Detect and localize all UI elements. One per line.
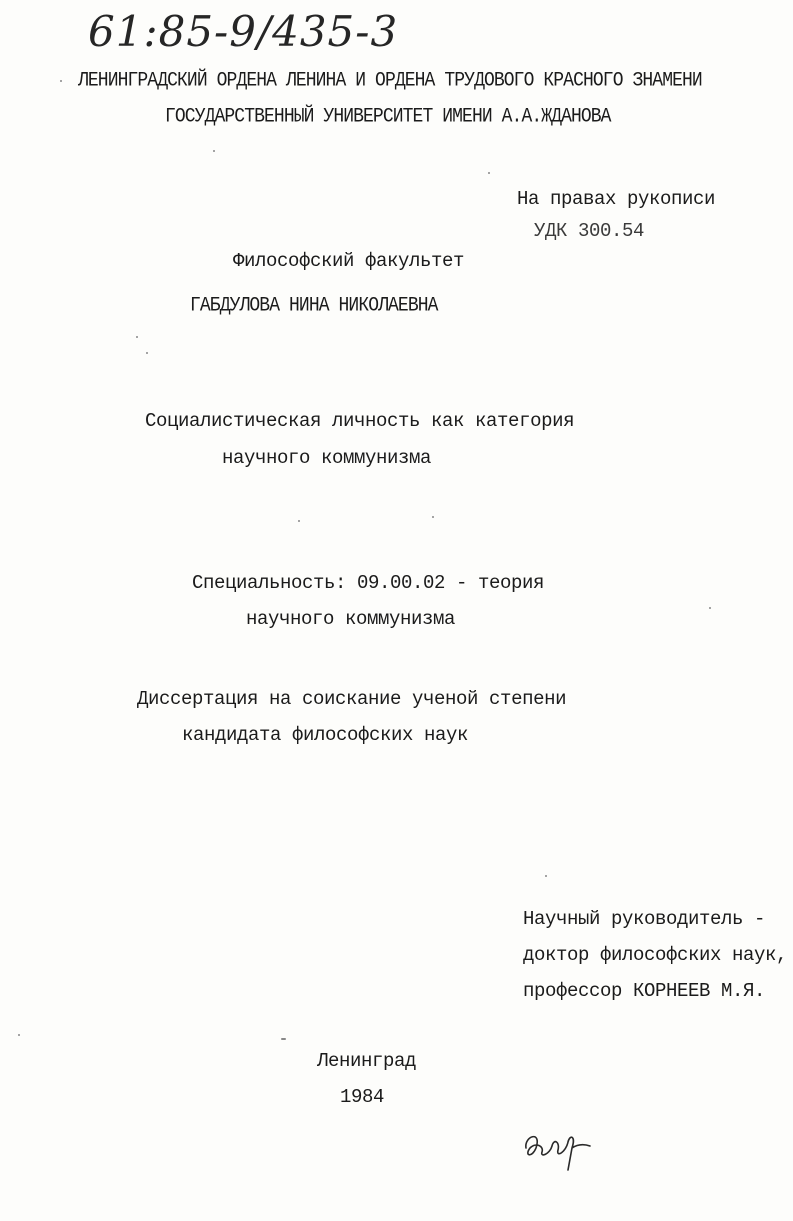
supervisor-line-1: Научный руководитель - [523, 908, 766, 930]
scan-speck [709, 607, 711, 609]
scan-speck [545, 875, 547, 877]
scan-speck [281, 1038, 286, 1040]
specialty-line-1: Специальность: 09.00.02 - теория [192, 572, 545, 594]
udc-code: УДК 300.54 [534, 220, 645, 242]
thesis-title-line-2: научного коммунизма [222, 447, 432, 469]
handwritten-archive-number: 61:85-9/435-3 [88, 7, 399, 56]
dissertation-line-1: Диссертация на соискание ученой степени [137, 688, 567, 710]
handwritten-signature [520, 1118, 600, 1178]
city: Ленинград [317, 1050, 417, 1072]
scan-speck [136, 336, 138, 338]
faculty: Философский факультет [233, 250, 465, 272]
scan-speck [60, 80, 62, 82]
scan-speck [298, 520, 300, 522]
thesis-title-line-1: Социалистическая личность как категория [145, 410, 575, 432]
supervisor-line-2: доктор философских наук, [523, 944, 788, 966]
institution-line-1: ЛЕНИНГРАДСКИЙ ОРДЕНА ЛЕНИНА И ОРДЕНА ТРУДОВОГО КРАСНОГО ЗНАМЕНИ [78, 69, 702, 93]
year: 1984 [340, 1086, 385, 1108]
dissertation-line-2: кандидата философских наук [182, 724, 469, 746]
specialty-line-2: научного коммунизма [246, 608, 456, 630]
scan-speck [213, 150, 215, 152]
author-name: ГАБДУЛОВА НИНА НИКОЛАЕВНА [190, 294, 438, 318]
scan-speck [18, 1034, 20, 1036]
supervisor-line-3: профессор КОРНЕЕВ М.Я. [523, 980, 766, 1002]
institution-line-2: ГОСУДАРСТВЕННЫЙ УНИВЕРСИТЕТ ИМЕНИ А.А.ЖДАНОВА [165, 105, 611, 129]
manuscript-rights: На правах рукописи [517, 188, 716, 210]
scan-speck [146, 352, 148, 354]
scan-speck [488, 172, 490, 174]
scan-speck [432, 516, 434, 518]
